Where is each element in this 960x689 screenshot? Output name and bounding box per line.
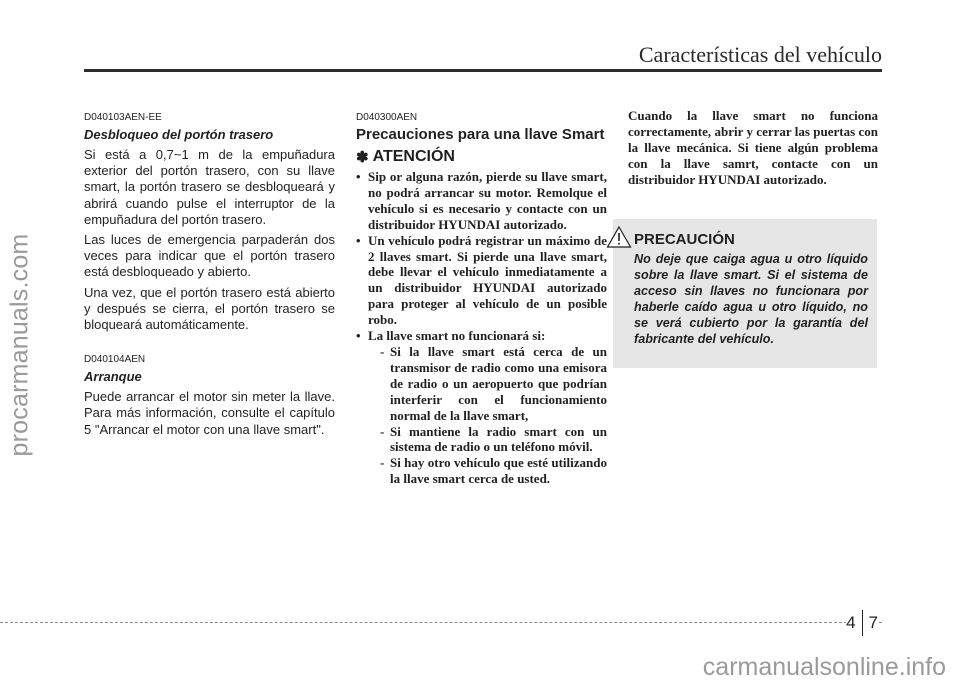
- paragraph: Puede arrancar el motor sin meter la llave. Para más información, consulte el capítulo 5 "Arrancar el motor con una llave smart".: [84, 389, 335, 437]
- warning-triangle-icon: [606, 225, 632, 249]
- column-1: [84, 112, 335, 442]
- paragraph: Si está a 0,7~1 m de la empuñadura exterior del portón trasero, con su llave smart, la portón trasero se desbloqueará y abrirá cuando pulse el interruptor de la empuñadura del portón trasero.: [84, 147, 335, 227]
- bottom-watermark: carmanualsonline.info: [702, 653, 946, 681]
- warning-label: ATENCIÓN: [372, 148, 455, 165]
- footer-rule: [0, 622, 882, 623]
- sub-list: [368, 344, 607, 487]
- list-item: [356, 328, 607, 487]
- page-number-divider: [862, 610, 863, 636]
- header-rule: [84, 69, 882, 72]
- section-code: D040104AEN: [84, 354, 146, 366]
- section-code: D040103AEN-EE: [84, 112, 162, 123]
- column-2: [356, 112, 607, 487]
- warning-heading: [356, 148, 607, 166]
- spacer: [84, 337, 335, 354]
- column-3: [628, 108, 878, 188]
- caution-title: PRECAUCIÓN: [634, 231, 735, 248]
- list-item: • Un vehículo podrá registrar un máximo de 2 llaves smart. Si pierde una llave smart, debe llevar el vehículo inmediatamente a un distribuidor HYUNDAI autorizado para proteger al vehículo de un posible robo.: [356, 233, 607, 328]
- section-code: D040300AEN: [356, 112, 418, 123]
- warning-list: [356, 169, 607, 487]
- sub-list-item: - Si mantiene la radio smart con un sistema de radio o un teléfono móvil.: [368, 424, 607, 456]
- section-title-start: Arranque: [84, 369, 142, 385]
- page-number-value: 7: [868, 613, 878, 632]
- sub-list-item: - Si la llave smart está cerca de un transmisor de radio como una emisora de radio o un aeropuerto que podrían interferir con el funcionamiento normal de la llave smart,: [368, 344, 607, 424]
- caution-text: No deje que caiga agua u otro líquido sobre la llave smart. Si el sistema de acceso sin llaves no funcionara por haberle caído agua u otro líquido, no se verá cubierto por la garantía del fabricante del vehículo.: [634, 252, 868, 346]
- list-item: • Sip or alguna razón, pierde su llave smart, no podrá arrancar su motor. Remolque el vehículo si es necesario y contacte con un distribuidor HYUNDAI autorizado.: [356, 169, 607, 233]
- section-title-precautions: Precauciones para una llave Smart: [356, 126, 605, 143]
- sub-list-item: - Si hay otro vehículo que esté utilizando la llave smart cerca de usted.: [368, 455, 607, 487]
- page-number: [846, 610, 878, 636]
- page-header-title: Características del vehículo: [638, 42, 882, 67]
- side-watermark-text: procarmanuals.com: [5, 233, 34, 456]
- paragraph: Una vez, que el portón trasero está abierto y después se cierra, el portón trasero se bloqueará automáticamente.: [84, 284, 335, 333]
- section-title-tailgate-unlock: Desbloqueo del portón trasero: [84, 127, 274, 142]
- cross-asterisk-icon: ✽: [356, 148, 369, 166]
- side-watermark: [0, 0, 40, 689]
- paragraph: Cuando la llave smart no funciona correctamente, abrir y cerrar las puertas con la llave mecánica. Si tiene algún problema con la llave samrt, contacte con un distribuidor HYUNDAI autorizado.: [628, 108, 878, 187]
- list-item-text: La llave smart no funcionará si:: [368, 328, 546, 344]
- paragraph: Las luces de emergencia parpaderán dos veces para indicar que el portón trasero está desbloqueado y abierto.: [84, 232, 335, 280]
- chapter-number: 4: [846, 613, 856, 632]
